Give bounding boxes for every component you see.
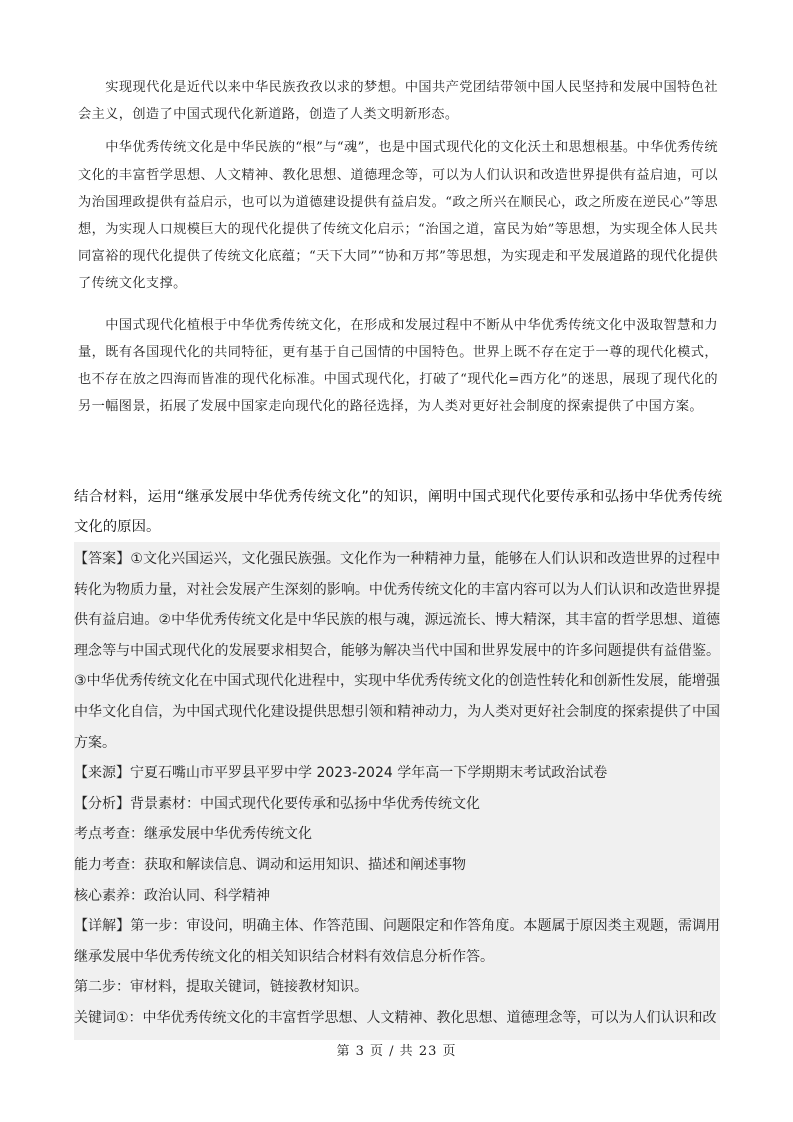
- question-section: [74, 482, 722, 542]
- detail-step1-text: 第一步：审设问，明确主体、作答范围、问题限定和作答角度。本题属于原因类主观题，需调用继承发展中华优秀传统文化的相关知识结合材料有效信息分析作答。: [74, 918, 721, 965]
- nengli-line: 能力考查：获取和解读信息、调动和运用知识、描述和阐述事物: [74, 856, 466, 873]
- material-section: [78, 74, 718, 420]
- material-paragraph-1: 实现现代化是近代以来中华民族孜孜以求的梦想。中国共产党团结带领中国人民坚持和发展中国特色社会主义，创造了中国式现代化新道路，创造了人类文明新形态。: [78, 80, 718, 123]
- detail-keyword1: 关键词①：中华优秀传统文化的丰富哲学思想、人文精神、教化思想、道德理念等，可以为人们认识和改: [74, 1009, 717, 1026]
- material-paragraph-2: 中华优秀传统文化是中华民族的“根”与“魂”，也是中国式现代化的文化沃土和思想根基。中华优秀传统文化的丰富哲学思想、人文精神、教化思想、道德理念等，可以为人们认识和改造世界提供有益启迪，可以为治国理政提供有益启示，也可以为道德建设提供有益启发。“政之所兴在顺民心，政之所废在逆民心”等思想，为实现人口规模巨大的现代化提供了传统文化启示；“治国之道，富民为始”等思想，为实现全体人民共同富裕的现代化提供了传统文化底蕴；“天下大同”“协和万邦”等思想，为实现走和平发展道路的现代化提供了传统文化支撑。: [78, 140, 719, 292]
- detail-step2: 第二步：审材料，提取关键词，链接教材知识。: [74, 979, 368, 996]
- analysis-text: 背景素材：中国式现代化要传承和弘扬中华优秀传统文化: [130, 795, 480, 812]
- source-line: [74, 758, 720, 789]
- suyang-line: 核心素养：政治认同、科学精神: [74, 887, 270, 904]
- answer-analysis-block: [74, 542, 720, 1040]
- answer-text: ①文化兴国运兴，文化强民族强。文化作为一种精神力量，能够在人们认识和改造世界的过程中转化为物质力量，对社会发展产生深刻的影响。中优秀传统文化的丰富内容可以为人们认识和改造世界提供有益启迪。②中华优秀传统文化是中华民族的根与魂，源远流长、博大精深，其丰富的哲学思想、道德理念等与中国式现代化的发展要求相契合，能够为解决当代中国和世界发展中的许多问题提供有益借鉴。③中华优秀传统文化在中国式现代化进程中，实现中华优秀传统文化的创造性转化和创新性发展，能增强中华文化自信，为中国式现代化建设提供思想引领和精神动力，为人类对更好社会制度的探索提供了中国方案。: [74, 551, 720, 751]
- detail-label: 【详解】: [74, 918, 131, 935]
- source-label: 【来源】: [74, 765, 130, 782]
- answer-label: 【答案】: [74, 551, 131, 567]
- kaodian-line: 考点考查：继承发展中华优秀传统文化: [74, 826, 312, 843]
- source-text: 宁夏石嘴山市平罗县平罗中学 2023-2024 学年高一下学期期末考试政治试卷: [130, 765, 608, 782]
- question-text: 结合材料，运用“继承发展中华优秀传统文化”的知识，阐明中国式现代化要传承和弘扬中华优秀传统文化的原因。: [74, 489, 722, 535]
- material-paragraph-3: 中国式现代化植根于中华优秀传统文化，在形成和发展过程中不断从中华优秀传统文化中汲取智慧和力量，既有各国现代化的共同特征，更有基于自己国情的中国特色。世界上既不存在定于一尊的现代化模式，也不存在放之四海而皆准的现代化标准。中国式现代化，打破了“现代化=西方化”的迷思，展现了现代化的另一幅图景，拓展了发展中国家走向现代化的路径选择，为人类对更好社会制度的探索提供了中国方案。: [78, 317, 718, 415]
- answer-paragraph: [74, 544, 720, 758]
- analysis-line: [74, 789, 720, 820]
- page-footer: 第 3 页 / 共 23 页: [336, 1044, 457, 1059]
- analysis-label: 【分析】: [74, 795, 130, 812]
- detail-step1: [74, 911, 720, 972]
